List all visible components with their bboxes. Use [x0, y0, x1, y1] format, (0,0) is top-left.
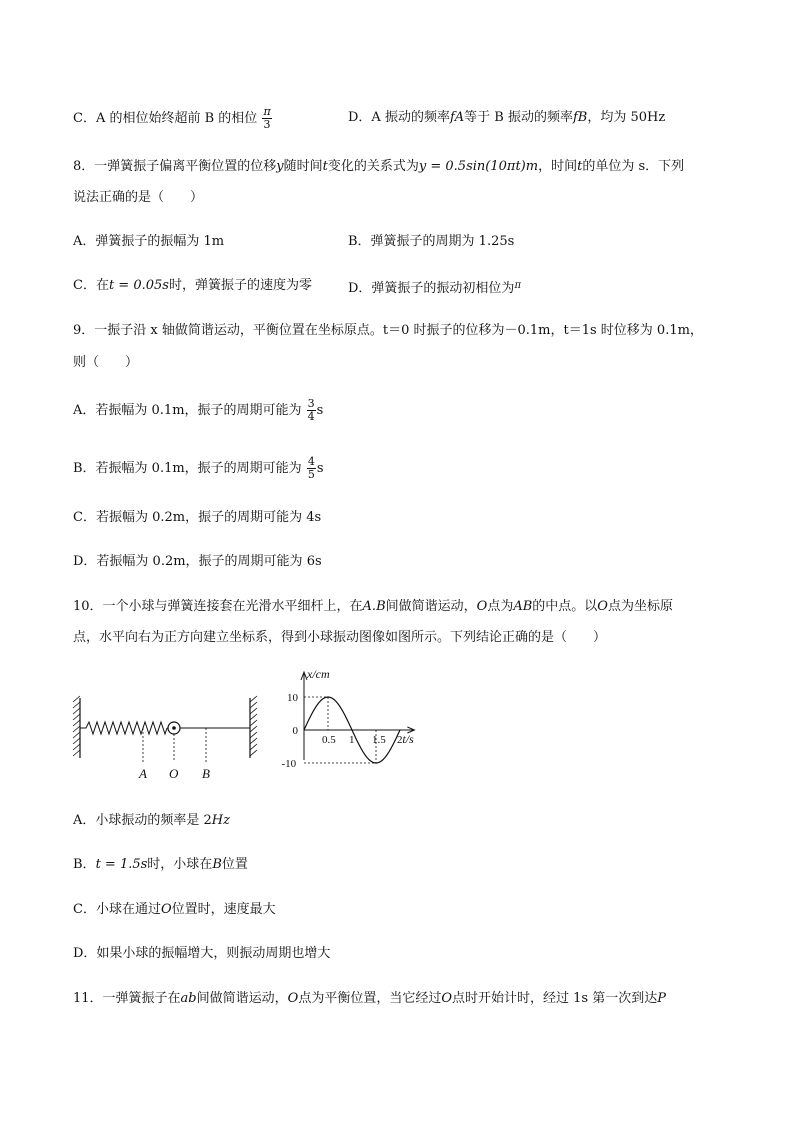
right-wall-hatching	[250, 696, 257, 756]
q10-option-c-text-2: 位置时，速度最大	[171, 902, 276, 917]
q10-stem-text: 10．一个小球与弹簧连接套在光滑水平细杆上，在	[73, 599, 363, 614]
chart-axes	[301, 672, 414, 760]
left-wall-hatching	[73, 696, 80, 756]
q10-option-d: D．如果小球的振幅增大，则振动周期也增大	[73, 946, 331, 961]
q9-option-b-numerator: 4	[307, 455, 315, 468]
q8-stem-text-3: 变化的关系式为	[327, 159, 419, 174]
label-a: A	[139, 766, 147, 781]
x-axis-label: t/s	[402, 732, 414, 746]
q9-option-a-text: A．若振幅为 0.1m，振子的周期可能为	[73, 403, 302, 418]
q7-option-c-fraction	[262, 106, 271, 131]
q9-stem-line2: 则（ ）	[73, 355, 139, 370]
q10-stem-text-5: 点为坐标原	[607, 599, 673, 614]
q8-option-d	[348, 276, 521, 299]
x-tick-label: 1.5	[372, 734, 386, 746]
q8-var-t-2: t	[577, 159, 583, 174]
spring	[80, 722, 167, 734]
q10-stem-line1	[73, 597, 673, 617]
q8-option-a: A．弹簧振子的振幅为 1m	[73, 234, 225, 249]
q7-option-c	[73, 106, 273, 131]
q7-option-d	[348, 108, 665, 128]
q10-option-c-var-o: O	[160, 902, 172, 917]
q10-option-a-unit: Hz	[211, 813, 230, 828]
q11-var-o: O	[287, 991, 299, 1006]
q10-option-b-text-3: 位置	[221, 857, 248, 872]
q10-option-c-text: C．小球在通过	[73, 902, 161, 917]
q8-stem-text-5: 的单位为 s．下列	[582, 159, 685, 174]
x-tick-label: 1	[349, 734, 355, 746]
q9-option-b	[73, 456, 324, 481]
q9-option-a-fraction	[307, 398, 316, 423]
q10-stem-text-3: 点为	[487, 599, 514, 614]
q11-var-o-2: O	[441, 991, 452, 1006]
q10-var-ab-2: AB	[513, 599, 533, 614]
q9-option-c: C．若振幅为 0.2m，振子的周期可能为 4s	[73, 510, 322, 525]
q11-stem-text: 11．一弹簧振子在	[73, 991, 181, 1006]
q10-var-o: O	[476, 599, 488, 614]
q8-stem-line1	[73, 157, 684, 177]
q8-var-y: y	[276, 159, 284, 174]
q7-option-d-fa: fA	[449, 110, 465, 125]
ball-center	[172, 726, 176, 730]
q9-option-a	[73, 398, 323, 423]
q11-stem-text-4: 点时开始计时，经过 1s 第一次到达	[452, 991, 658, 1006]
q7-option-d-text-3: ，均为 50Hz	[587, 110, 666, 125]
y-tick-label: 0	[292, 725, 298, 737]
q9-option-b-denominator: 5	[307, 468, 315, 481]
label-o: O	[169, 766, 179, 781]
q8-equation: y = 0.5sin(10πt)m	[418, 159, 539, 174]
q8-option-b: B．弹簧振子的周期为 1.25s	[348, 234, 515, 249]
q10-option-b-text: B．	[73, 857, 96, 872]
q9-option-b-fraction	[307, 456, 316, 481]
q10-stem-text-4: 的中点。以	[532, 599, 598, 614]
q8-option-d-pi: π	[514, 280, 522, 291]
q11-stem-line1	[73, 989, 666, 1009]
q9-option-a-denominator: 4	[307, 410, 315, 423]
y-tick-label: 10	[287, 692, 298, 704]
q9-stem-line1: 9．一振子沿 x 轴做简谐运动，平衡位置在坐标原点。t＝0 时振子的位移为－0.1m，t＝1s 时位移为 0.1m，	[73, 323, 703, 338]
q7-option-c-numerator: π	[263, 105, 271, 118]
y-tick-label: -10	[281, 758, 297, 770]
q10-option-b	[73, 855, 248, 875]
q7-option-d-fb: fB	[572, 110, 588, 125]
q7-option-d-text: D．A 振动的频率	[348, 110, 450, 125]
q8-var-t: t	[322, 159, 328, 174]
q7-option-c-denominator: 3	[263, 118, 271, 131]
q8-option-c-equation: t = 0.05s	[108, 278, 169, 293]
q10-option-a-text: A．小球振动的频率是 2	[73, 813, 212, 828]
q8-stem-text: 8．一弹簧振子偏离平衡位置的位移	[73, 159, 277, 174]
q7-option-d-text-2: 等于 B 振动的频率	[464, 110, 573, 125]
q8-stem-text-4: ，时间	[538, 159, 578, 174]
q10-option-c	[73, 900, 276, 920]
q11-var-ab: ab	[180, 991, 197, 1006]
q10-var-ab: A.B	[362, 599, 386, 614]
q8-stem-text-2: 随时间	[283, 159, 323, 174]
displacement-time-chart	[278, 662, 438, 777]
q9-option-b-text: B．若振幅为 0.1m，振子的周期可能为	[73, 461, 302, 476]
q10-option-b-text-2: 时，小球在	[147, 857, 213, 872]
q8-option-c	[73, 276, 312, 296]
q11-stem-text-2: 间做简谐运动，	[196, 991, 288, 1006]
y-axis-label: x/cm	[307, 667, 330, 681]
q9-option-d: D．若振幅为 0.2m，振子的周期可能为 6s	[73, 554, 322, 569]
q9-option-a-unit: s	[316, 403, 324, 418]
x-tick-label: 2	[397, 734, 403, 746]
label-b: B	[202, 766, 210, 781]
q10-var-o-2: O	[597, 599, 608, 614]
q7-option-c-text: C．A 的相位始终超前 B 的相位	[73, 111, 258, 126]
q10-stem-line2: 点，水平向右为正方向建立坐标系，得到小球振动图像如图所示。下列结论正确的是（ ）	[73, 630, 607, 645]
q8-option-c-text: C．在	[73, 278, 109, 293]
q10-option-a	[73, 811, 230, 831]
q9-option-b-unit: s	[316, 461, 324, 476]
spring-oscillator-figure	[70, 690, 260, 785]
q10-option-b-equation: t = 1.5s	[95, 857, 148, 872]
q8-option-c-text-2: 时，弹簧振子的速度为零	[168, 278, 312, 293]
q9-option-a-numerator: 3	[307, 397, 315, 410]
q10-stem-text-2: 间做简谐运动，	[385, 599, 477, 614]
x-tick-label: 0.5	[322, 734, 336, 746]
q10-option-b-var-b: B	[212, 857, 222, 872]
q11-var-p: P	[657, 991, 666, 1006]
q11-stem-text-3: 点为平衡位置，当它经过	[298, 991, 442, 1006]
q8-option-d-text: D．弹簧振子的振动初相位为	[348, 281, 515, 296]
q8-stem-line2: 说法正确的是（ ）	[73, 190, 204, 205]
